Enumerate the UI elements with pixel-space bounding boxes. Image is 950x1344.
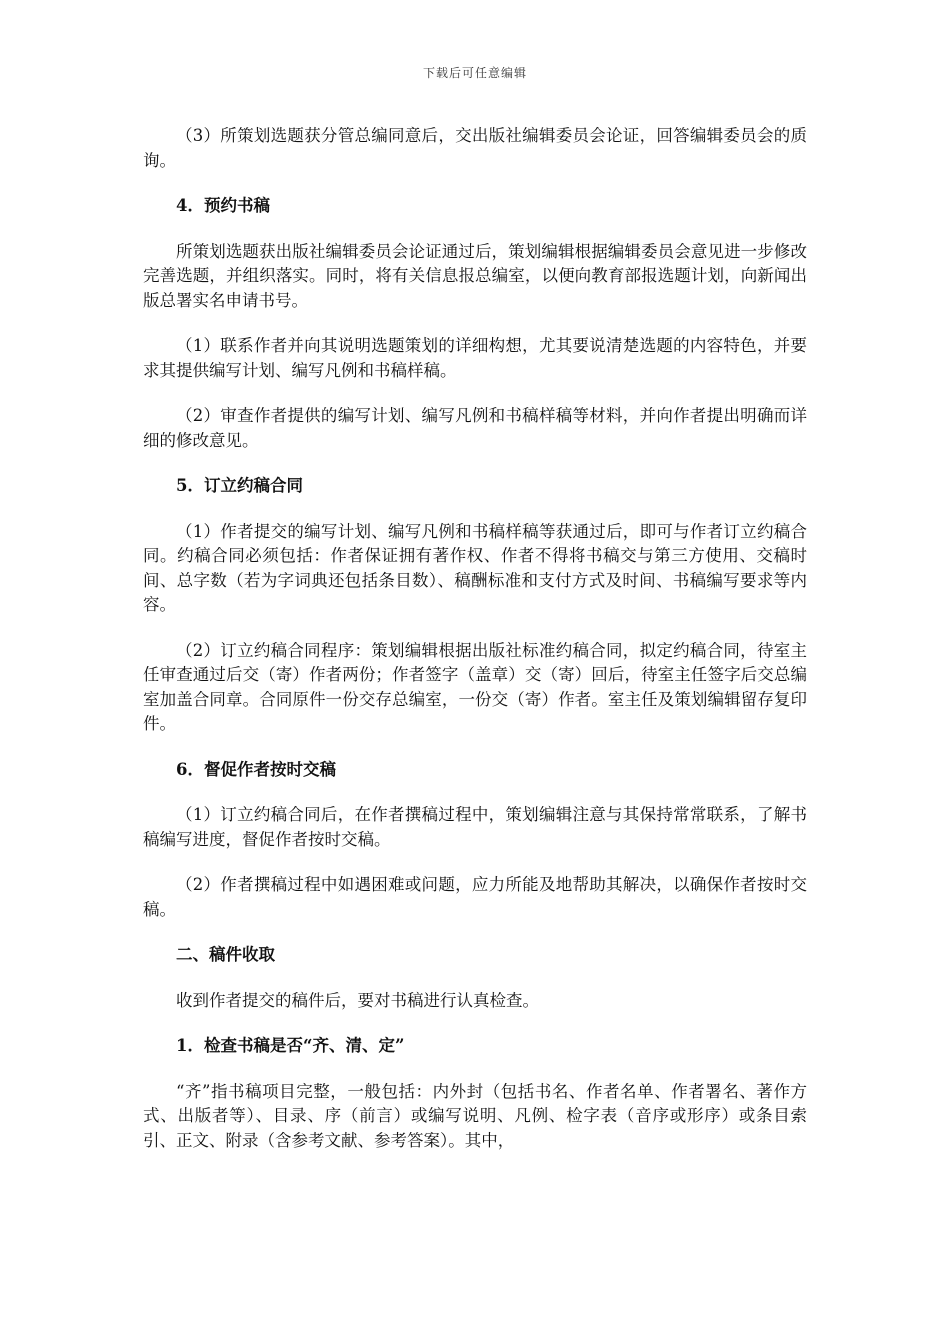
paragraph: （1）订立约稿合同后，在作者撰稿过程中，策划编辑注意与其保持常常联系，了解书稿编写进度，督促作者按时交稿。 — [143, 805, 807, 849]
paragraph: “齐”指书稿项目完整，一般包括：内外封（包括书名、作者名单、作者署名、著作方式、出版者等）、目录、序（前言）或编写说明、凡例、检字表（音序或形序）或条目索引、正文、附录（含参考文献、参考答案）。其中， — [143, 1081, 807, 1150]
section-heading: 4．预约书稿 — [176, 196, 270, 215]
paragraph: （2）订立约稿合同程序：策划编辑根据出版社标准约稿合同，拟定约稿合同，待室主任审查通过后交（寄）作者两份；作者签字（盖章）交（寄）回后，待室主任签字后交总编室加盖合同章。合同原件一份交存总编室，一份交（寄）作者。室主任及策划编辑留存复印件。 — [143, 640, 807, 733]
paragraph: （1）联系作者并向其说明选题策划的详细构想，尤其要说清楚选题的内容特色，并要求其提供编写计划、编写凡例和书稿样稿。 — [143, 336, 807, 380]
section-heading: 二、稿件收取 — [176, 945, 275, 964]
paragraph: （1）作者提交的编写计划、编写凡例和书稿样稿等获通过后，即可与作者订立约稿合同。约稿合同必须包括：作者保证拥有著作权、作者不得将书稿交与第三方使用、交稿时间、总字数（若为字词典还包括条目数）、稿酬标准和支付方式及时间、书稿编写要求等内容。 — [143, 521, 807, 614]
paragraph: （2）审查作者提供的编写计划、编写凡例和书稿样稿等材料，并向作者提出明确而详细的修改意见。 — [143, 406, 807, 450]
paragraph: （3）所策划选题获分管总编同意后，交出版社编辑委员会论证，回答编辑委员会的质询。 — [143, 126, 807, 170]
page-header: 下载后可任意编辑 — [422, 66, 527, 80]
paragraph: （2）作者撰稿过程中如遇困难或问题，应力所能及地帮助其解决，以确保作者按时交稿。 — [143, 875, 807, 919]
section-heading: 6．督促作者按时交稿 — [176, 759, 336, 779]
document-body — [143, 124, 807, 1174]
section-heading: 5．订立约稿合同 — [176, 476, 303, 495]
section-heading: 1．检查书稿是否“齐、清、定” — [176, 1036, 405, 1055]
paragraph: 收到作者提交的稿件后，要对书稿进行认真检查。 — [176, 990, 539, 1010]
paragraph: 所策划选题获出版社编辑委员会论证通过后，策划编辑根据编辑委员会意见进一步修改完善选题，并组织落实。同时，将有关信息报总编室，以便向教育部报选题计划，向新闻出版总署实名申请书号。 — [143, 241, 807, 310]
